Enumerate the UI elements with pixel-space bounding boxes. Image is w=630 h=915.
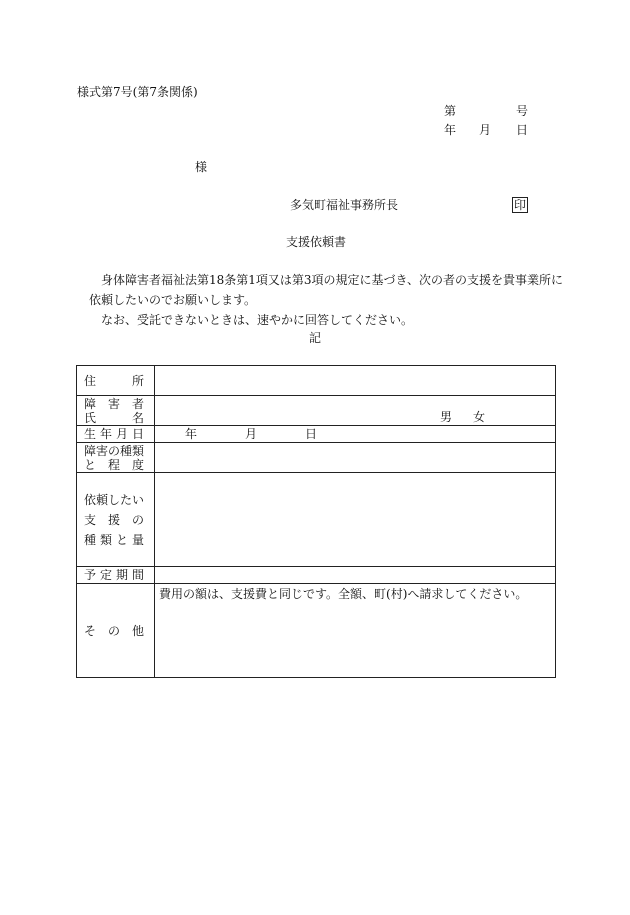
row-address	[77, 366, 556, 396]
row-name	[77, 396, 556, 426]
number-prefix: 第	[444, 104, 457, 118]
row-support	[77, 473, 556, 567]
birthdate-label: 生 年 月 日	[77, 426, 155, 443]
other-label: そ の 他	[77, 584, 155, 678]
address-label: 住 所	[77, 366, 155, 396]
addressee-suffix: 様	[195, 160, 208, 174]
period-label: 予 定 期 間	[77, 567, 155, 584]
ki-mark: 記	[309, 331, 322, 345]
disability-label: 障害の種類 と 程 度	[77, 443, 155, 473]
birth-month: 月	[245, 427, 258, 441]
name-label: 障 害 者 氏 名	[77, 396, 155, 426]
date-year: 年	[444, 123, 457, 137]
seal-mark: 印	[514, 198, 527, 212]
support-request-table	[76, 365, 556, 678]
gender-male[interactable]: 男	[440, 410, 453, 424]
gender-female[interactable]: 女	[473, 410, 486, 424]
row-period	[77, 567, 556, 584]
form-number-label: 様式第7号(第7条関係)	[77, 85, 198, 99]
row-other	[77, 584, 556, 678]
period-value[interactable]	[155, 567, 556, 584]
disability-value[interactable]	[155, 443, 556, 473]
body-line-1: 身体障害者福祉法第18条第1項又は第3項の規定に基づき、次の者の支援を貴事業所に	[101, 273, 564, 287]
birth-year: 年	[185, 427, 198, 441]
document-title: 支援依頼書	[286, 235, 347, 249]
birth-day: 日	[305, 427, 318, 441]
other-value[interactable]: 費用の額は、支援費と同じです。全額、町(村)へ請求してください。	[155, 584, 556, 678]
row-disability	[77, 443, 556, 473]
body-line-2: 依頼したいのでお願いします。	[89, 293, 257, 307]
date-day: 日	[516, 123, 529, 137]
birthdate-value[interactable]	[155, 426, 556, 443]
name-value[interactable]	[155, 396, 556, 426]
support-label: 依頼したい 支 援 の 種 類 と 量	[77, 473, 155, 567]
support-value[interactable]	[155, 473, 556, 567]
row-birthdate	[77, 426, 556, 443]
number-suffix: 号	[516, 104, 529, 118]
body-line-3: なお、受託できないときは、速やかに回答してください。	[101, 313, 414, 327]
sender-name: 多気町福祉事務所長	[290, 198, 399, 212]
date-month: 月	[479, 123, 492, 137]
address-value[interactable]	[155, 366, 556, 396]
